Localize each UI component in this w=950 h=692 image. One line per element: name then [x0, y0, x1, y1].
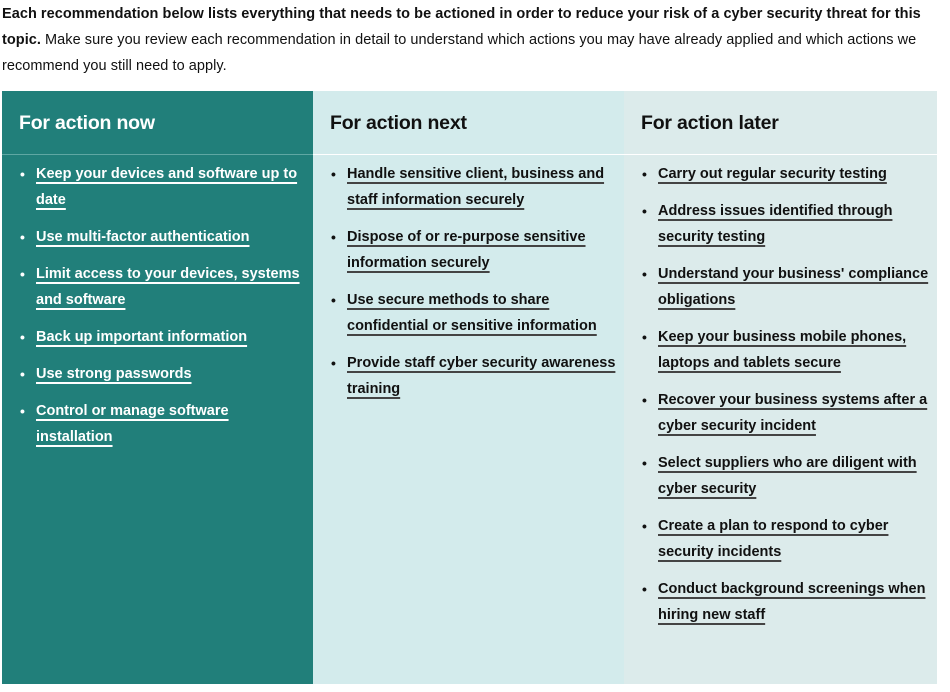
bullet-icon: • — [642, 392, 647, 408]
recommendation-link[interactable]: Use strong passwords — [36, 366, 192, 382]
list-item — [624, 513, 937, 565]
bullet-icon: • — [20, 403, 25, 419]
bullet-icon: • — [642, 329, 647, 345]
recommendation-link[interactable]: Create a plan to respond to cyber security incidents — [658, 518, 889, 560]
action-next-list — [313, 155, 624, 402]
list-item — [2, 361, 313, 387]
bullet-icon: • — [642, 203, 647, 219]
recommendation-link[interactable]: Address issues identified through security testing — [658, 203, 893, 245]
recommendation-link[interactable]: Understand your business' compliance obligations — [658, 266, 929, 308]
list-item — [2, 398, 313, 450]
recommendation-link[interactable]: Carry out regular security testing — [658, 166, 887, 182]
recommendation-link[interactable]: Back up important information — [36, 329, 248, 345]
list-item — [313, 161, 624, 213]
bullet-icon: • — [331, 229, 336, 245]
recommendation-link[interactable]: Limit access to your devices, systems and software — [36, 266, 300, 308]
list-item — [2, 224, 313, 250]
recommendation-link[interactable]: Control or manage software installation — [36, 403, 229, 445]
intro-body-text: Make sure you review each recommendation in detail to understand which actions you may have already applied and which actions we recommend you still need to apply. — [2, 32, 917, 74]
intro-paragraph — [2, 0, 942, 79]
recommendation-link[interactable]: Provide staff cyber security awareness training — [347, 355, 616, 397]
list-item — [624, 576, 937, 628]
list-item — [313, 287, 624, 339]
list-item — [2, 161, 313, 213]
intro-bold-text: Each recommendation below lists everything that needs to be actioned in order to reduce your risk of a cyber security threat for this topic. — [2, 6, 921, 48]
bullet-icon: • — [331, 355, 336, 371]
recommendation-link[interactable]: Conduct background screenings when hiring new staff — [658, 581, 926, 623]
column-action-now — [2, 91, 313, 684]
list-item — [624, 450, 937, 502]
bullet-icon: • — [642, 166, 647, 182]
list-item — [313, 350, 624, 402]
bullet-icon: • — [20, 329, 25, 345]
column-action-next — [313, 91, 624, 684]
list-item — [624, 324, 937, 376]
recommendation-link[interactable]: Keep your business mobile phones, laptops and tablets secure — [658, 329, 907, 371]
recommendation-link[interactable]: Use secure methods to share confidential or sensitive information — [347, 292, 597, 334]
list-item — [313, 224, 624, 276]
list-item — [624, 261, 937, 313]
bullet-icon: • — [642, 518, 647, 534]
list-item — [624, 161, 937, 187]
column-heading-later: For action later — [624, 91, 937, 155]
column-action-later — [624, 91, 937, 684]
bullet-icon: • — [331, 292, 336, 308]
column-heading-now: For action now — [2, 91, 313, 155]
bullet-icon: • — [20, 266, 25, 282]
recommendation-link[interactable]: Select suppliers who are diligent with cyber security — [658, 455, 917, 497]
recommendation-link[interactable]: Dispose of or re-purpose sensitive information securely — [347, 229, 586, 271]
bullet-icon: • — [20, 366, 25, 382]
bullet-icon: • — [642, 455, 647, 471]
bullet-icon: • — [20, 229, 25, 245]
bullet-icon: • — [20, 166, 25, 182]
list-item — [624, 198, 937, 250]
bullet-icon: • — [331, 166, 336, 182]
recommendation-link[interactable]: Handle sensitive client, business and staff information securely — [347, 166, 605, 208]
bullet-icon: • — [642, 266, 647, 282]
bullet-icon: • — [642, 581, 647, 597]
recommendation-link[interactable]: Recover your business systems after a cyber security incident — [658, 392, 928, 434]
action-now-list — [2, 155, 313, 450]
list-item — [2, 324, 313, 350]
column-heading-next: For action next — [313, 91, 624, 155]
recommendation-link[interactable]: Keep your devices and software up to date — [36, 166, 298, 208]
recommendation-columns — [2, 91, 937, 684]
list-item — [624, 387, 937, 439]
recommendation-link[interactable]: Use multi-factor authentication — [36, 229, 250, 245]
action-later-list — [624, 155, 937, 628]
list-item — [2, 261, 313, 313]
